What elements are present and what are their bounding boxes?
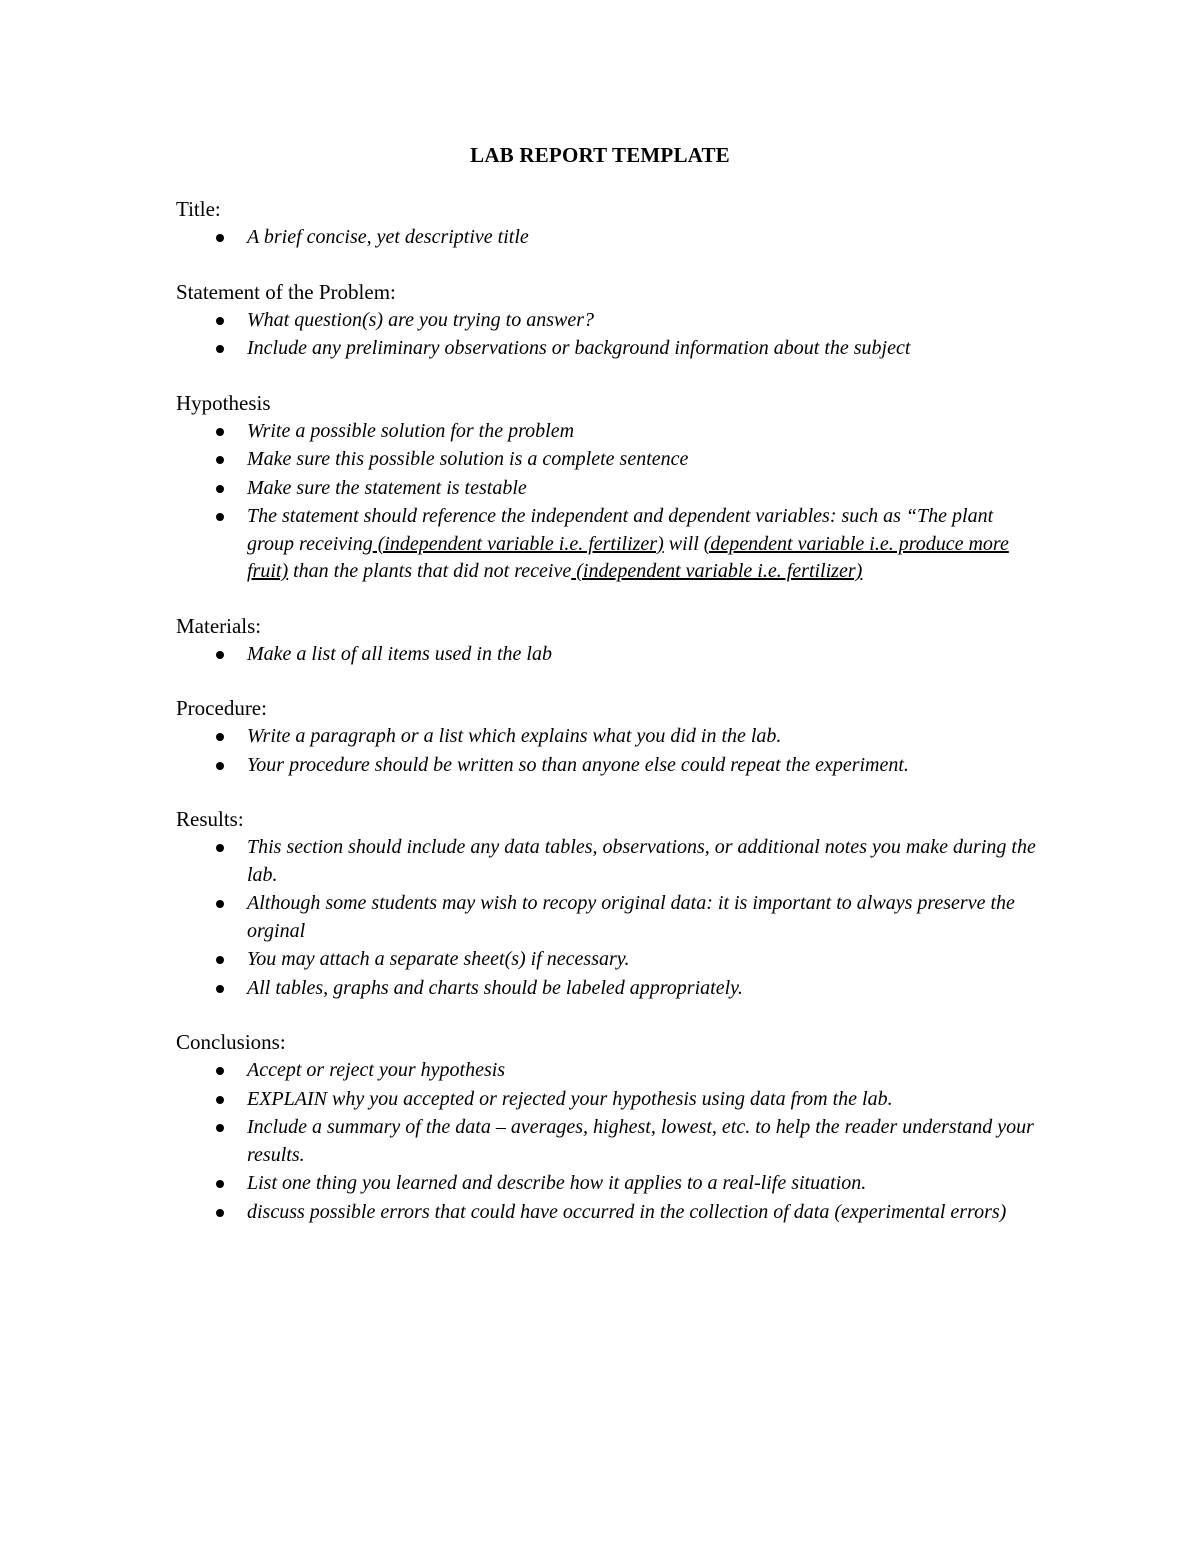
document-title: LAB REPORT TEMPLATE bbox=[470, 143, 730, 167]
list-item bbox=[176, 946, 1036, 974]
bullet-icon bbox=[216, 456, 224, 464]
bullet-icon bbox=[216, 485, 224, 493]
item-text: discuss possible errors that could have occurred in the collection of data (experimental errors) bbox=[247, 1200, 1007, 1223]
item-text: What question(s) are you trying to answer? bbox=[247, 308, 595, 331]
list-item bbox=[176, 224, 1036, 252]
underlined-text: (dependent variable i.e. produce more fruit) bbox=[247, 532, 1009, 582]
bullet-icon bbox=[216, 844, 224, 852]
item-text: Although some students may wish to recopy original data: it is important to always preserve the orginal bbox=[247, 892, 1015, 942]
item-text: The statement should reference the independent and dependent variables: such as “The plant group receiving bbox=[247, 505, 994, 555]
bullet-icon bbox=[216, 985, 224, 993]
section-heading: Statement of the Problem: bbox=[176, 279, 396, 304]
item-text: Include any preliminary observations or background information about the subject bbox=[247, 337, 911, 359]
bullet-icon bbox=[216, 956, 224, 964]
section-heading: Title: bbox=[176, 197, 221, 221]
bullet-icon bbox=[216, 1096, 224, 1104]
item-text: EXPLAIN why you accepted or rejected your hypothesis using data from the lab. bbox=[247, 1087, 893, 1110]
item-text: than the plants that did not receive bbox=[288, 560, 572, 582]
bullet-icon bbox=[216, 1180, 224, 1188]
bullet-list bbox=[176, 307, 1036, 363]
bullet-icon bbox=[216, 651, 224, 659]
bullet-list bbox=[176, 723, 1036, 779]
bullet-icon bbox=[216, 900, 224, 908]
bullet-icon bbox=[216, 345, 224, 353]
bullet-icon bbox=[216, 1067, 224, 1075]
list-item bbox=[176, 890, 1036, 945]
bullet-icon bbox=[216, 513, 224, 521]
document-body bbox=[176, 195, 1036, 1252]
section bbox=[176, 278, 1036, 363]
list-item bbox=[176, 641, 1036, 669]
bullet-icon bbox=[216, 234, 224, 242]
section bbox=[176, 805, 1036, 1002]
item-text: will bbox=[663, 532, 704, 555]
item-text: Your procedure should be written so than anyone else could repeat the experiment. bbox=[247, 753, 909, 776]
item-text: Include a summary of the data – averages, highest, lowest, etc. to help the reader understand your results. bbox=[247, 1116, 1034, 1166]
item-text: Write a paragraph or a list which explains what you did in the lab. bbox=[247, 725, 782, 747]
underlined-text: (independent variable i.e. fertilizer) bbox=[372, 532, 664, 555]
section bbox=[176, 389, 1036, 586]
section-heading: Hypothesis bbox=[176, 390, 271, 415]
section bbox=[176, 612, 1036, 669]
bullet-list bbox=[176, 834, 1036, 1002]
item-text: Write a possible solution for the problem bbox=[247, 419, 575, 442]
section-heading: Results: bbox=[176, 807, 244, 831]
list-item bbox=[176, 1086, 1036, 1114]
item-text: Make a list of all items used in the lab bbox=[247, 642, 552, 665]
bullet-icon bbox=[216, 733, 224, 741]
item-text: This section should include any data tables, observations, or additional notes you make during the lab. bbox=[247, 836, 1036, 886]
item-text: A brief concise, yet descriptive title bbox=[247, 226, 529, 248]
section bbox=[176, 694, 1036, 779]
list-item bbox=[176, 1057, 1036, 1085]
list-item bbox=[176, 446, 1036, 474]
list-item bbox=[176, 975, 1036, 1003]
bullet-list bbox=[176, 641, 1036, 669]
list-item bbox=[176, 503, 1036, 586]
item-text: List one thing you learned and describe how it applies to a real-life situation. bbox=[247, 1172, 867, 1194]
bullet-list bbox=[176, 418, 1036, 586]
section-heading: Procedure: bbox=[176, 696, 267, 720]
item-text: Accept or reject your hypothesis bbox=[247, 1059, 506, 1081]
list-item bbox=[176, 418, 1036, 446]
bullet-list bbox=[176, 224, 1036, 252]
bullet-icon bbox=[216, 1209, 224, 1217]
bullet-icon bbox=[216, 428, 224, 436]
list-item bbox=[176, 1114, 1036, 1169]
list-item bbox=[176, 475, 1036, 503]
list-item bbox=[176, 335, 1036, 363]
item-text: Make sure this possible solution is a complete sentence bbox=[247, 448, 689, 470]
list-item bbox=[176, 1199, 1036, 1227]
item-text: All tables, graphs and charts should be labeled appropriately. bbox=[247, 976, 743, 999]
list-item bbox=[176, 834, 1036, 889]
section-heading: Materials: bbox=[176, 613, 262, 638]
bullet-icon bbox=[216, 1124, 224, 1132]
bullet-list bbox=[176, 1057, 1036, 1226]
item-text: You may attach a separate sheet(s) if necessary. bbox=[247, 948, 630, 970]
list-item bbox=[176, 723, 1036, 751]
list-item bbox=[176, 1170, 1036, 1198]
bullet-icon bbox=[216, 317, 224, 325]
list-item bbox=[176, 752, 1036, 780]
bullet-icon bbox=[216, 762, 224, 770]
section-heading: Conclusions: bbox=[176, 1030, 286, 1054]
list-item bbox=[176, 307, 1036, 335]
section bbox=[176, 195, 1036, 252]
underlined-text: (independent variable i.e. fertilizer) bbox=[571, 560, 863, 582]
section bbox=[176, 1028, 1036, 1226]
item-text: Make sure the statement is testable bbox=[247, 476, 527, 499]
